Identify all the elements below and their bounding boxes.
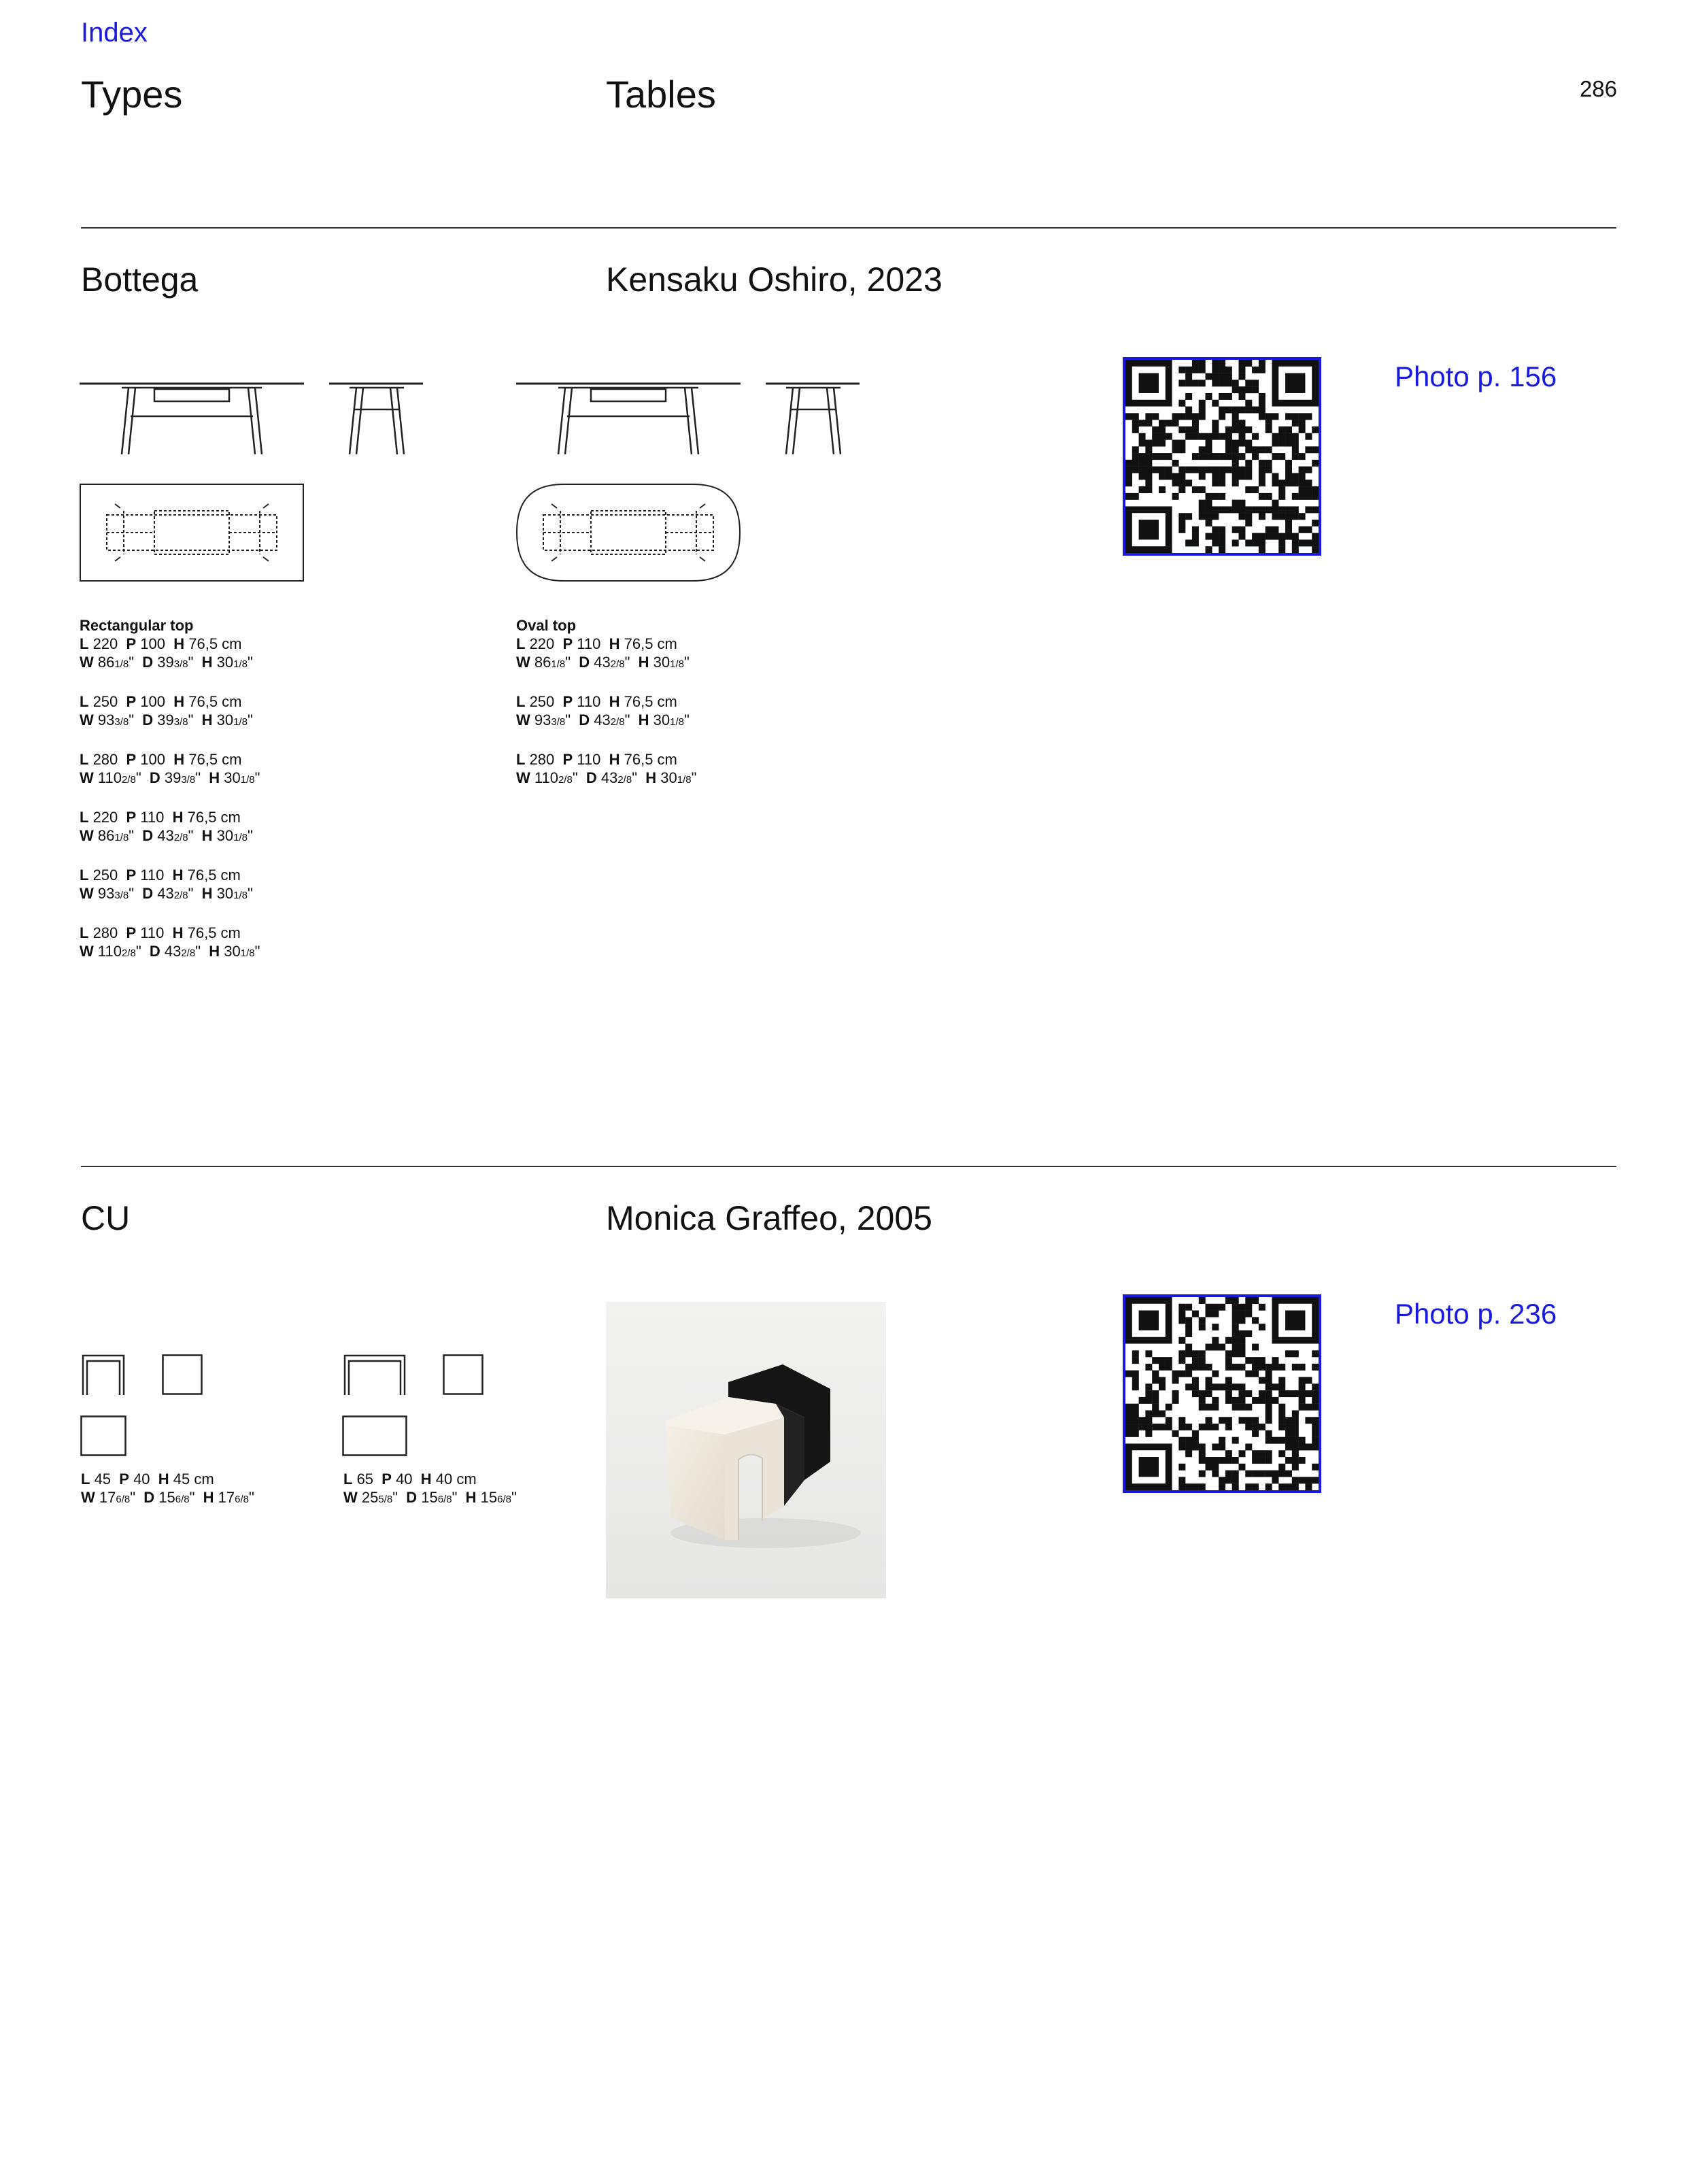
dimension-value: 100 xyxy=(136,751,174,768)
dimension-value: 250 xyxy=(88,693,126,710)
inch-mark: " xyxy=(565,711,579,728)
inch-mark: " xyxy=(248,827,253,844)
dimension-fraction: 1/8 xyxy=(233,716,248,728)
dimension-key: P xyxy=(126,693,137,710)
dimension-value: 220 xyxy=(88,635,126,652)
dimension-key: D xyxy=(149,943,160,960)
dimension-value: 76,5 cm xyxy=(184,693,242,710)
dimension-value: 39 xyxy=(153,711,174,728)
imperial-dimensions xyxy=(516,653,696,673)
dimension-key: H xyxy=(609,751,620,768)
product-designer: Kensaku Oshiro, 2023 xyxy=(606,261,943,299)
spec-list xyxy=(81,1470,254,1528)
product-name: Bottega xyxy=(81,261,199,299)
photo-page-link[interactable]: Photo p. 236 xyxy=(1395,1298,1557,1330)
dimension-value: 100 xyxy=(136,693,174,710)
dimension-value: 40 xyxy=(391,1471,421,1488)
dimension-key: H xyxy=(609,635,620,652)
dimension-key: H xyxy=(465,1489,477,1506)
inch-mark: " xyxy=(452,1489,466,1506)
dimension-fraction: 1/8 xyxy=(233,658,248,670)
dimension-key: P xyxy=(119,1471,129,1488)
dimension-fraction: 2/8 xyxy=(610,716,625,728)
rect-table-side-drawing xyxy=(329,381,424,457)
product-designer: Monica Graffeo, 2005 xyxy=(606,1199,932,1237)
inch-mark: " xyxy=(195,769,209,786)
imperial-dimensions xyxy=(343,1488,517,1509)
metric-dimensions xyxy=(80,866,260,884)
dimension-key: L xyxy=(80,809,89,826)
dimension-key: W xyxy=(81,1489,95,1506)
dimension-key: L xyxy=(343,1471,353,1488)
dimension-value: 30 xyxy=(649,654,670,671)
dimension-value: 220 xyxy=(88,809,126,826)
dimension-value: 65 xyxy=(352,1471,382,1488)
dimension-value: 93 xyxy=(530,711,551,728)
inch-mark: " xyxy=(129,827,143,844)
dimension-fraction: 1/8 xyxy=(233,832,248,843)
inch-mark: " xyxy=(684,711,690,728)
cu-small-side-drawing xyxy=(162,1354,203,1395)
dimension-value: 40 xyxy=(129,1471,158,1488)
rect-table-plan-drawing xyxy=(80,484,304,582)
dimension-fraction: 1/8 xyxy=(240,774,255,786)
spec-group xyxy=(81,1470,254,1509)
spec-group xyxy=(80,866,260,905)
inch-mark: " xyxy=(135,943,150,960)
inch-mark: " xyxy=(248,711,253,728)
inch-mark: " xyxy=(691,769,697,786)
dimension-value: 110 xyxy=(93,769,122,786)
dimension-key: H xyxy=(638,711,649,728)
dimension-key: H xyxy=(609,693,620,710)
dimension-key: H xyxy=(173,751,185,768)
cu-large-plan-drawing xyxy=(342,1415,407,1456)
qr-code-icon[interactable] xyxy=(1123,357,1321,556)
dimension-value: 250 xyxy=(88,867,126,884)
dimension-value: 110 xyxy=(573,635,609,652)
dimension-key: H xyxy=(209,769,220,786)
dimension-key: W xyxy=(80,827,94,844)
dimension-fraction: 2/8 xyxy=(558,774,573,786)
section-divider xyxy=(81,1166,1616,1167)
dimension-key: D xyxy=(142,827,154,844)
dimension-value: 15 xyxy=(417,1489,438,1506)
dimension-key: H xyxy=(173,693,185,710)
inch-mark: " xyxy=(135,769,150,786)
dimension-fraction: 1/8 xyxy=(670,658,684,670)
dimension-key: H xyxy=(201,885,213,902)
dimension-value: 76,5 cm xyxy=(184,751,242,768)
dimension-value: 30 xyxy=(220,943,241,960)
spec-list xyxy=(516,616,696,808)
spec-group xyxy=(80,750,260,789)
dimension-key: L xyxy=(81,1471,90,1488)
dimension-value: 15 xyxy=(476,1489,498,1506)
dimension-value: 45 cm xyxy=(169,1471,214,1488)
dimension-value: 40 cm xyxy=(431,1471,477,1488)
dimension-fraction: 1/8 xyxy=(551,658,566,670)
dimension-value: 76,5 cm xyxy=(184,635,242,652)
imperial-dimensions xyxy=(80,653,260,673)
rect-table-front-drawing xyxy=(80,381,305,457)
dimension-key: D xyxy=(143,1489,155,1506)
dimension-key: W xyxy=(80,711,94,728)
spec-group xyxy=(80,808,260,847)
dimension-key: H xyxy=(420,1471,432,1488)
dimension-value: 93 xyxy=(93,711,115,728)
dimension-fraction: 6/8 xyxy=(116,1494,131,1505)
cu-large-side-drawing xyxy=(443,1354,483,1395)
dimension-key: P xyxy=(562,635,573,652)
dimension-key: P xyxy=(126,635,137,652)
dimension-key: H xyxy=(209,943,220,960)
dimension-key: D xyxy=(579,711,590,728)
dimension-fraction: 2/8 xyxy=(121,774,136,786)
product-photo xyxy=(606,1302,886,1598)
dimension-value: 93 xyxy=(93,885,115,902)
inch-mark: " xyxy=(254,943,260,960)
dimension-fraction: 2/8 xyxy=(173,890,188,901)
inch-mark: " xyxy=(189,1489,203,1506)
inch-mark: " xyxy=(248,654,253,671)
variant-title: Oval top xyxy=(516,617,577,634)
oval-table-front-drawing xyxy=(516,381,742,457)
dimension-key: W xyxy=(80,943,94,960)
dimension-fraction: 1/8 xyxy=(670,716,684,728)
dimension-value: 76,5 cm xyxy=(183,924,241,941)
dimension-fraction: 1/8 xyxy=(114,658,129,670)
dimension-value: 76,5 cm xyxy=(183,809,241,826)
dimension-key: L xyxy=(516,635,526,652)
spec-group xyxy=(516,750,696,789)
dimension-value: 30 xyxy=(220,769,241,786)
dimension-value: 100 xyxy=(136,635,174,652)
dimension-key: D xyxy=(142,711,154,728)
dimension-value: 280 xyxy=(525,751,563,768)
dimension-value: 43 xyxy=(153,885,174,902)
dimension-key: H xyxy=(201,827,213,844)
dimension-value: 43 xyxy=(153,827,174,844)
inch-mark: " xyxy=(624,654,639,671)
section-divider xyxy=(81,227,1616,229)
dimension-key: W xyxy=(80,885,94,902)
spec-list xyxy=(343,1470,517,1528)
dimension-value: 110 xyxy=(530,769,558,786)
dimension-fraction: 1/8 xyxy=(677,774,692,786)
dimension-key: W xyxy=(80,769,94,786)
dimension-fraction: 1/8 xyxy=(240,947,255,959)
dimension-key: H xyxy=(645,769,657,786)
dimension-value: 110 xyxy=(136,924,173,941)
variant-title: Rectangular top xyxy=(80,617,194,634)
dimension-value: 280 xyxy=(88,924,126,941)
dimension-value: 110 xyxy=(93,943,122,960)
imperial-dimensions xyxy=(80,711,260,731)
photo-page-link[interactable]: Photo p. 156 xyxy=(1395,360,1557,392)
dimension-value: 110 xyxy=(136,867,173,884)
dimension-fraction: 6/8 xyxy=(175,1494,190,1505)
dimension-key: W xyxy=(80,654,94,671)
dimension-value: 76,5 cm xyxy=(619,751,677,768)
product-name: CU xyxy=(81,1199,131,1237)
dimension-key: W xyxy=(343,1489,358,1506)
dimension-fraction: 3/8 xyxy=(181,774,196,786)
spec-list xyxy=(80,616,260,981)
metric-dimensions xyxy=(80,808,260,826)
dimension-fraction: 3/8 xyxy=(551,716,566,728)
dimension-key: H xyxy=(203,1489,214,1506)
oval-table-side-drawing xyxy=(766,381,861,457)
dimension-value: 280 xyxy=(88,751,126,768)
dimension-key: H xyxy=(158,1471,169,1488)
dimension-value: 86 xyxy=(93,827,115,844)
dimension-key: H xyxy=(201,711,213,728)
dimension-value: 43 xyxy=(596,769,618,786)
dimension-value: 110 xyxy=(573,751,609,768)
inch-mark: " xyxy=(248,885,253,902)
metric-dimensions xyxy=(516,692,696,711)
imperial-dimensions xyxy=(516,769,696,789)
dimension-key: D xyxy=(142,885,154,902)
imperial-dimensions xyxy=(80,826,260,847)
dimension-fraction: 3/8 xyxy=(173,716,188,728)
dimension-value: 76,5 cm xyxy=(619,693,677,710)
dimension-value: 39 xyxy=(160,769,182,786)
dimension-key: H xyxy=(201,654,213,671)
inch-mark: " xyxy=(129,654,143,671)
dimension-key: H xyxy=(172,809,184,826)
metric-dimensions xyxy=(516,635,696,653)
dimension-value: 43 xyxy=(590,654,611,671)
inch-mark: " xyxy=(632,769,646,786)
dimension-fraction: 6/8 xyxy=(235,1494,249,1505)
spec-group xyxy=(80,635,260,673)
dimension-fraction: 6/8 xyxy=(497,1494,511,1505)
inch-mark: " xyxy=(565,654,579,671)
dimension-fraction: 5/8 xyxy=(378,1494,393,1505)
inch-mark: " xyxy=(130,1489,144,1506)
imperial-dimensions xyxy=(516,711,696,731)
metric-dimensions xyxy=(80,924,260,942)
metric-dimensions xyxy=(516,750,696,769)
dimension-fraction: 3/8 xyxy=(114,716,129,728)
dimension-fraction: 3/8 xyxy=(114,890,129,901)
inch-mark: " xyxy=(392,1489,407,1506)
metric-dimensions xyxy=(80,750,260,769)
dimension-value: 30 xyxy=(656,769,677,786)
dimension-value: 110 xyxy=(573,693,609,710)
dimension-value: 76,5 cm xyxy=(619,635,677,652)
dimension-value: 30 xyxy=(212,654,234,671)
dimension-fraction: 2/8 xyxy=(610,658,625,670)
index-link[interactable]: Index xyxy=(81,18,148,48)
imperial-dimensions xyxy=(81,1488,254,1509)
inch-mark: " xyxy=(572,769,586,786)
dimension-fraction: 2/8 xyxy=(121,947,136,959)
dimension-value: 30 xyxy=(212,885,234,902)
dimension-key: D xyxy=(142,654,154,671)
dimension-key: L xyxy=(80,751,89,768)
dimension-key: D xyxy=(149,769,160,786)
dimension-fraction: 1/8 xyxy=(233,890,248,901)
inch-mark: " xyxy=(188,885,202,902)
spec-group xyxy=(516,635,696,673)
dimension-key: P xyxy=(126,751,137,768)
qr-code-icon[interactable] xyxy=(1123,1294,1321,1493)
category-heading: Tables xyxy=(606,73,716,116)
dimension-value: 86 xyxy=(93,654,115,671)
dimension-fraction: 3/8 xyxy=(173,658,188,670)
dimension-fraction: 1/8 xyxy=(114,832,129,843)
imperial-dimensions xyxy=(80,769,260,789)
dimension-fraction: 2/8 xyxy=(181,947,196,959)
inch-mark: " xyxy=(129,711,143,728)
inch-mark: " xyxy=(129,885,143,902)
oval-table-plan-drawing xyxy=(516,484,741,582)
dimension-key: P xyxy=(562,751,573,768)
dimension-value: 17 xyxy=(95,1489,116,1506)
dimension-value: 30 xyxy=(212,827,234,844)
dimension-key: L xyxy=(80,867,89,884)
dimension-key: P xyxy=(126,809,137,826)
dimension-value: 76,5 cm xyxy=(183,867,241,884)
dimension-value: 25 xyxy=(357,1489,379,1506)
types-heading: Types xyxy=(81,73,183,116)
spec-group xyxy=(80,924,260,962)
dimension-value: 17 xyxy=(214,1489,235,1506)
dimension-key: W xyxy=(516,654,530,671)
dimension-value: 220 xyxy=(525,635,563,652)
dimension-key: P xyxy=(126,924,137,941)
metric-dimensions xyxy=(81,1470,254,1488)
inch-mark: " xyxy=(188,654,202,671)
dimension-key: L xyxy=(80,635,89,652)
dimension-key: P xyxy=(381,1471,392,1488)
dimension-key: H xyxy=(172,924,184,941)
inch-mark: " xyxy=(511,1489,517,1506)
dimension-value: 30 xyxy=(649,711,670,728)
cu-large-front-drawing xyxy=(342,1354,407,1396)
dimension-value: 45 xyxy=(90,1471,120,1488)
inch-mark: " xyxy=(249,1489,254,1506)
metric-dimensions xyxy=(80,692,260,711)
dimension-key: D xyxy=(585,769,597,786)
dimension-value: 43 xyxy=(590,711,611,728)
page-number: 286 xyxy=(1579,76,1617,101)
dimension-key: H xyxy=(172,867,184,884)
dimension-value: 43 xyxy=(160,943,182,960)
inch-mark: " xyxy=(684,654,690,671)
spec-group xyxy=(343,1470,517,1509)
dimension-key: W xyxy=(516,711,530,728)
dimension-key: H xyxy=(173,635,185,652)
inch-mark: " xyxy=(188,827,202,844)
dimension-value: 15 xyxy=(154,1489,175,1506)
dimension-key: L xyxy=(80,693,89,710)
dimension-value: 110 xyxy=(136,809,173,826)
metric-dimensions xyxy=(343,1470,517,1488)
dimension-fraction: 2/8 xyxy=(617,774,632,786)
spec-group xyxy=(80,692,260,731)
dimension-value: 30 xyxy=(212,711,234,728)
dimension-key: P xyxy=(126,867,137,884)
spec-group xyxy=(516,692,696,731)
dimension-key: P xyxy=(562,693,573,710)
cu-small-plan-drawing xyxy=(80,1415,126,1456)
dimension-key: H xyxy=(638,654,649,671)
imperial-dimensions xyxy=(80,884,260,905)
inch-mark: " xyxy=(624,711,639,728)
dimension-value: 250 xyxy=(525,693,563,710)
metric-dimensions xyxy=(80,635,260,653)
dimension-key: W xyxy=(516,769,530,786)
inch-mark: " xyxy=(188,711,202,728)
inch-mark: " xyxy=(254,769,260,786)
imperial-dimensions xyxy=(80,942,260,962)
dimension-key: D xyxy=(579,654,590,671)
inch-mark: " xyxy=(195,943,209,960)
dimension-fraction: 6/8 xyxy=(437,1494,452,1505)
dimension-key: D xyxy=(406,1489,418,1506)
dimension-fraction: 2/8 xyxy=(173,832,188,843)
dimension-key: L xyxy=(80,924,89,941)
dimension-key: L xyxy=(516,693,526,710)
dimension-value: 86 xyxy=(530,654,551,671)
cu-small-front-drawing xyxy=(80,1354,126,1396)
dimension-value: 39 xyxy=(153,654,174,671)
dimension-key: L xyxy=(516,751,526,768)
